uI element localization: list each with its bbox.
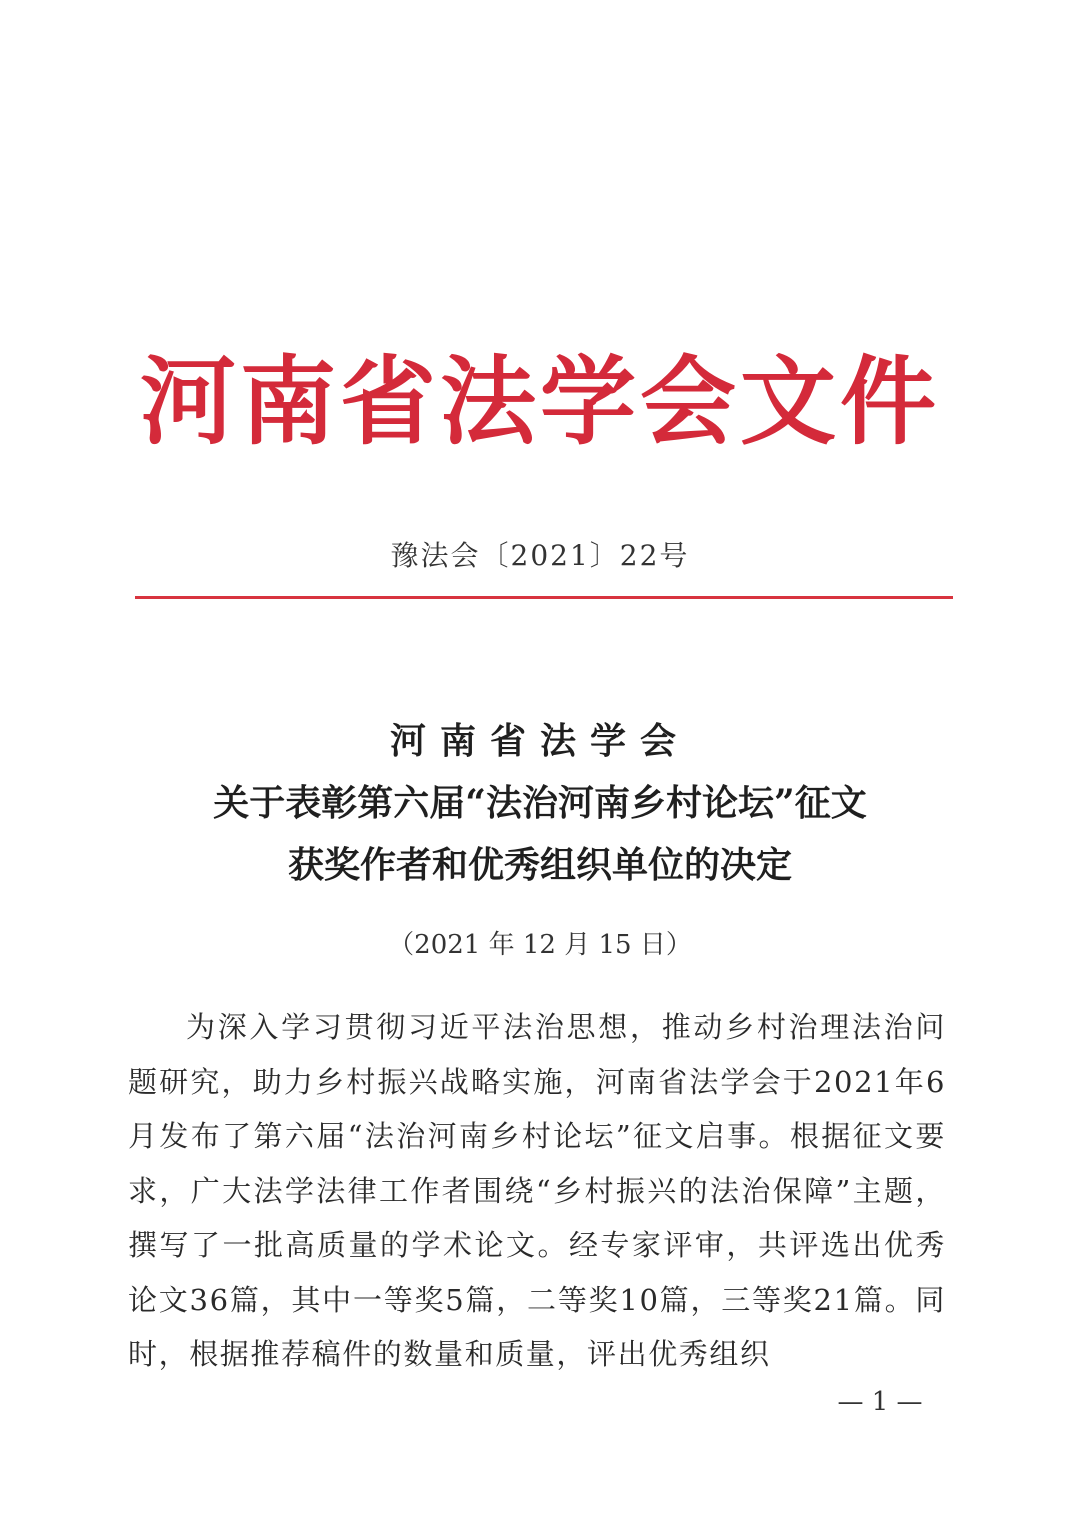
title-organization: 河南省法学会: [389, 720, 690, 762]
title-line-2: 关于表彰第六届“法治河南乡村论坛”征文: [213, 782, 867, 824]
title-line-3: 获奖作者和优秀组织单位的决定: [287, 844, 792, 886]
decision-date: （2021 年 12 月 15 日）: [388, 930, 692, 960]
decision-title: [0, 710, 1080, 896]
document-number: 豫法会〔2021〕22号: [390, 539, 690, 572]
page-number: — 1 —: [837, 1387, 923, 1417]
red-divider-line: [135, 596, 953, 599]
masthead-title: 河南省法学会文件: [140, 345, 940, 458]
body-paragraph: 为深入学习贯彻习近平法治思想，推动乡村治理法治问题研究，助力乡村振兴战略实施，河南省法学会于2021年6月发布了第六届“法治河南乡村论坛”征文启事。根据征文要求，广大法学法律工作者围绕“乡村振兴的法治保障”主题，撰写了一批高质量的学术论文。经专家评审，共评选出优秀论文36篇，其中一等奖5篇，二等奖10篇，三等奖21篇。同时，根据推荐稿件的数量和质量，评出优秀组织: [128, 1010, 946, 1371]
